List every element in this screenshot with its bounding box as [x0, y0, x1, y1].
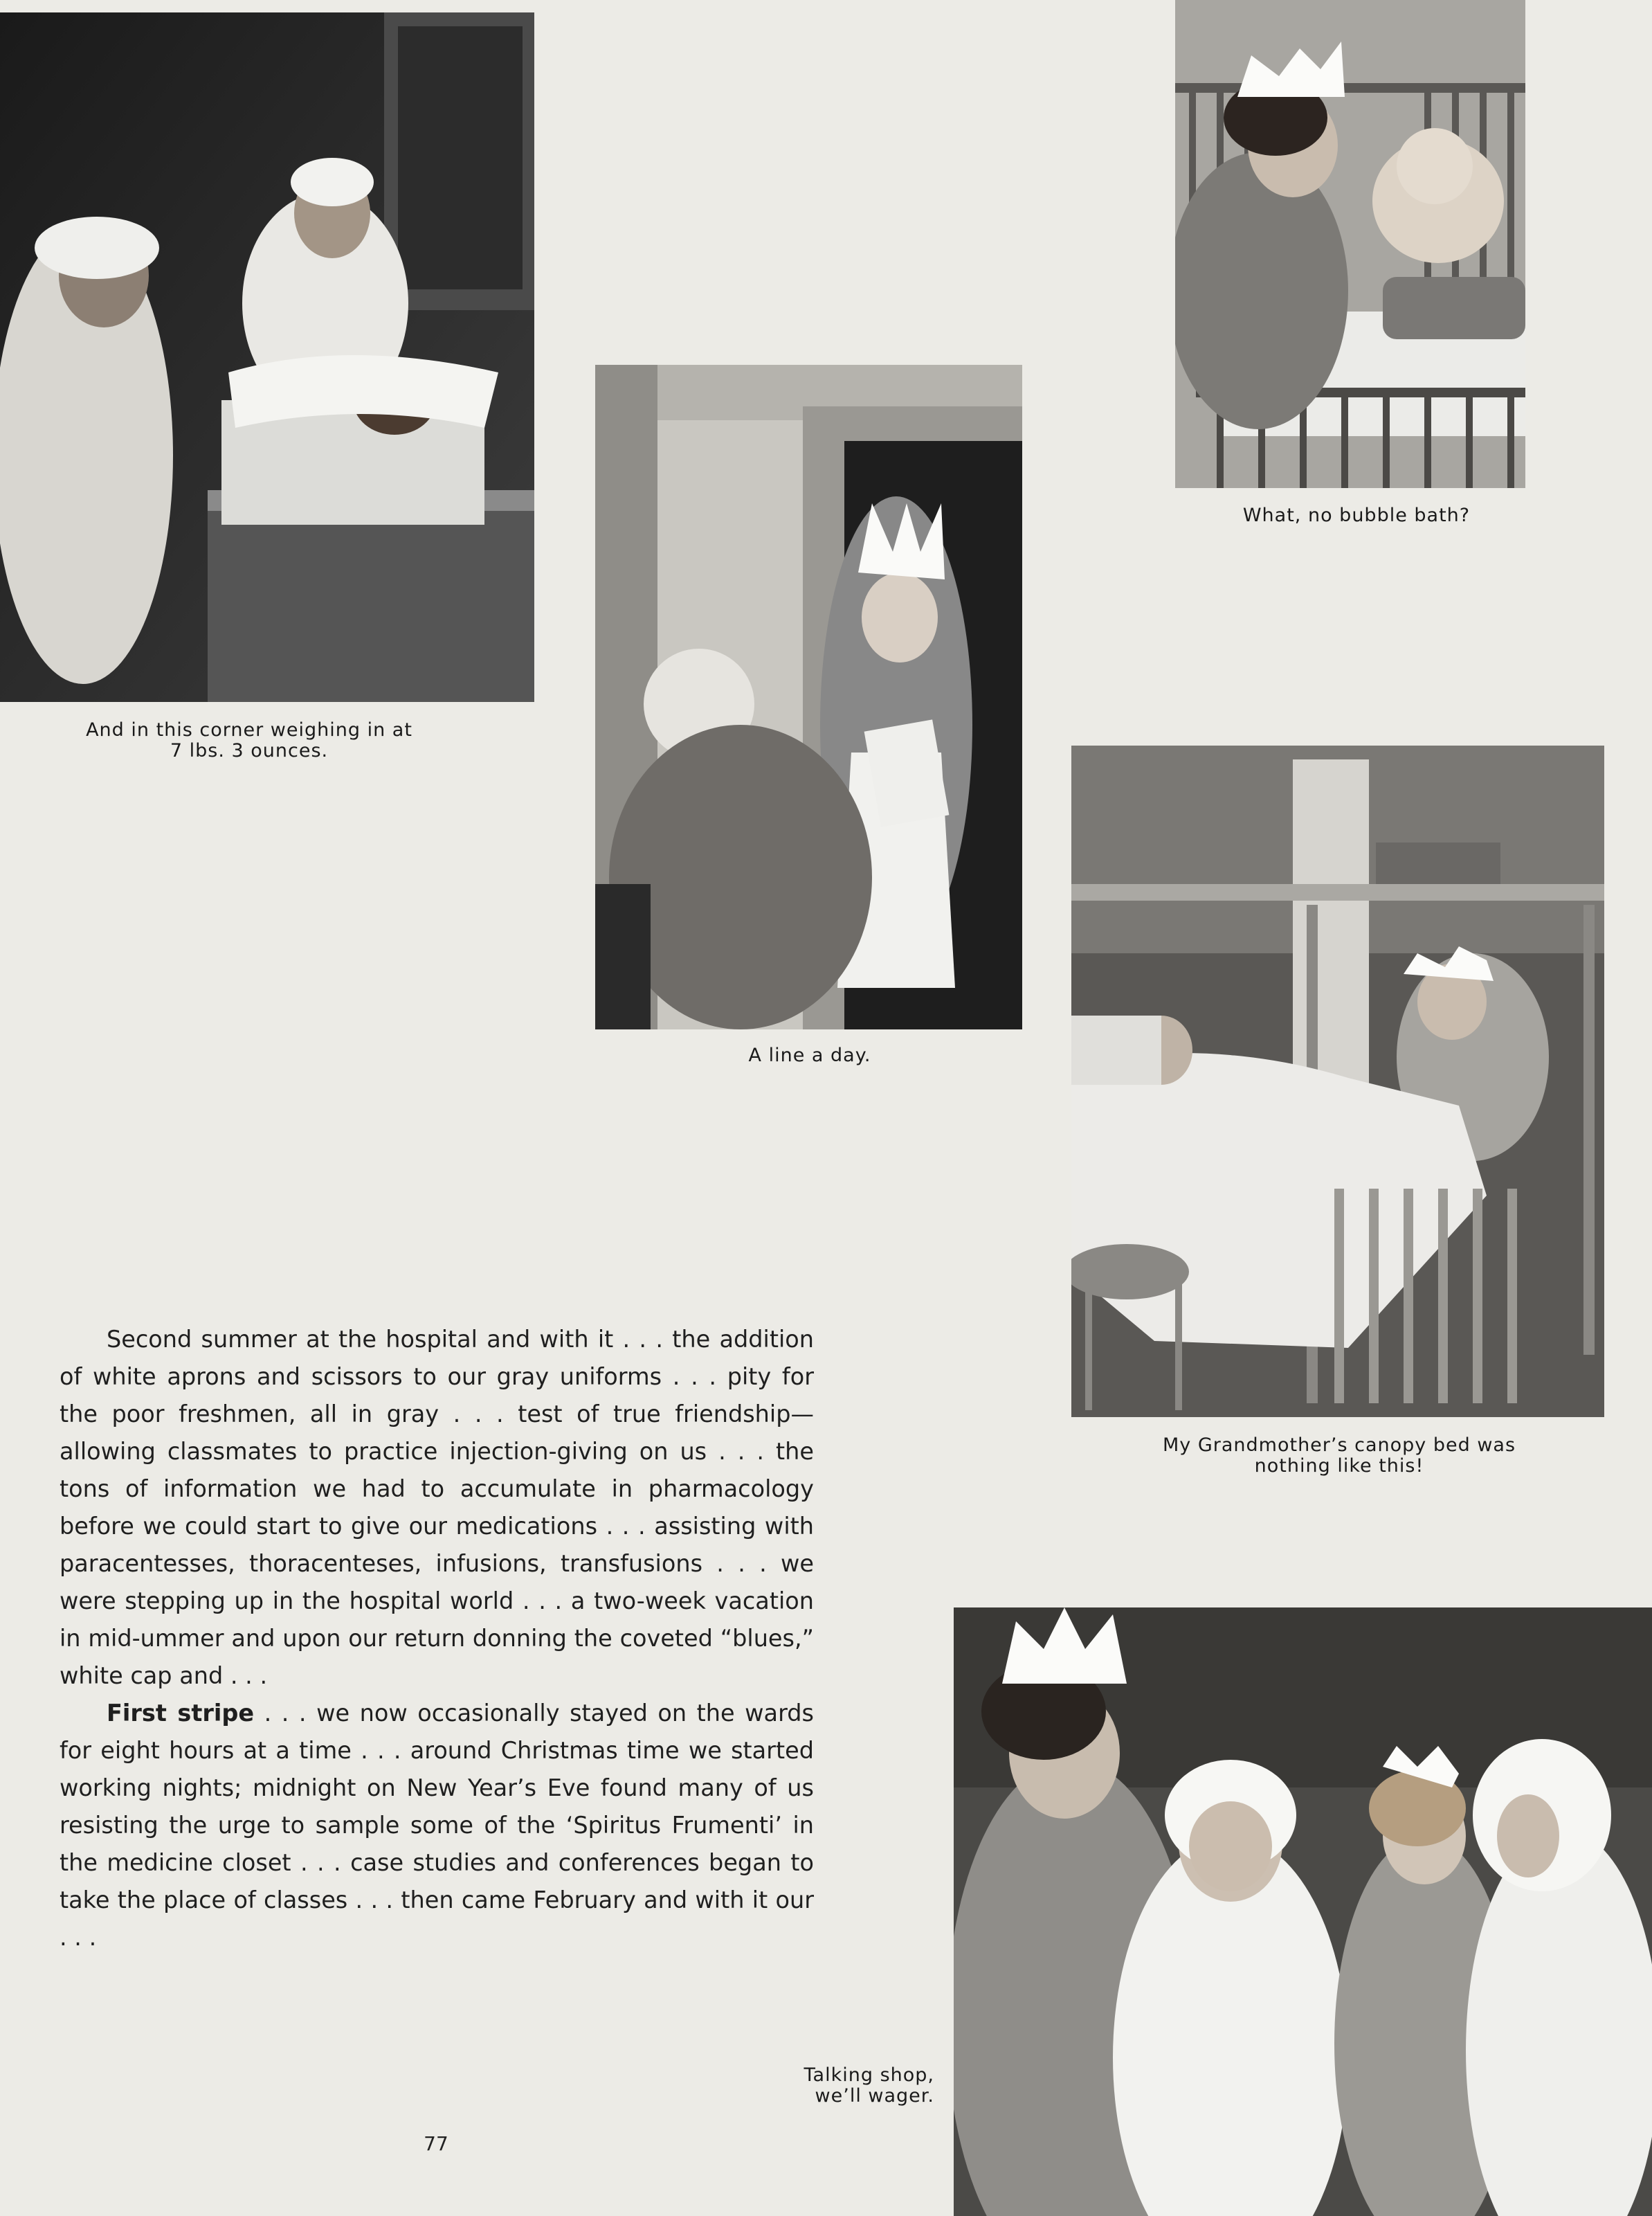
patient-in-canopy-bed-icon — [1071, 746, 1604, 1417]
nurses-weighing-baby-icon — [0, 12, 534, 702]
article-paragraph-2-text: . . . we now occasionally stayed on the wards for eight hours at a time . . . around Christmas time we started working nights; midnight on New Year’s Eve found many of us resisting the urge to sample some of the ‘Spiritus Frumenti’ in the medicine closet . . . case studies and conferences began to take the place of classes . . . then came February and with it our . . . — [60, 1700, 814, 1951]
page-number: 77 — [424, 2132, 448, 2155]
article-body — [60, 1321, 814, 1956]
caption-talking-shop — [768, 2065, 934, 2107]
caption-line: A line a day. — [748, 1045, 871, 1066]
nurse-with-elderly-patient-icon — [595, 365, 1022, 1029]
caption-weighing-baby — [55, 720, 443, 762]
photo-baby-bath — [1175, 0, 1525, 488]
photo-talking-shop — [954, 1607, 1652, 2216]
nurse-bathing-baby-icon — [1175, 0, 1525, 488]
article-lead-in: First stripe — [107, 1700, 255, 1727]
caption-line: What, no bubble bath? — [1242, 505, 1471, 526]
photo-weighing-baby — [0, 12, 534, 702]
caption-line: nothing like this! — [1254, 1455, 1424, 1477]
caption-elderly-patient — [664, 1045, 955, 1066]
nurses-talking-icon — [954, 1607, 1652, 2216]
article-paragraph-2 — [60, 1695, 814, 1956]
caption-line: Talking shop, — [804, 2064, 934, 2086]
caption-baby-bath — [1204, 505, 1509, 526]
caption-line: 7 lbs. 3 ounces. — [170, 740, 329, 762]
caption-canopy-bed — [1121, 1435, 1557, 1477]
caption-line: My Grandmother’s canopy bed was — [1162, 1434, 1516, 1456]
photo-canopy-bed — [1071, 746, 1604, 1417]
photo-elderly-patient — [595, 365, 1022, 1029]
article-paragraph-1: Second summer at the hospital and with it . . . the addition of white aprons and scissors to our gray uniforms . . . pity for the poor freshmen, all in gray . . . test of true friendship— allowing classmates to practice injection-giving on us . . . the tons of information we had to accumulate in pharmacology before we could start to give our medications . . . assisting with paracentesses, thoracenteses, infusions, transfusions . . . we were stepping up in the hospital world . . . a two-week vacation in mid-ummer and upon our return donning the coveted “blues,” white cap and . . . — [60, 1326, 814, 1689]
caption-line: we’ll wager. — [815, 2085, 934, 2107]
caption-line: And in this corner weighing in at — [86, 719, 412, 741]
